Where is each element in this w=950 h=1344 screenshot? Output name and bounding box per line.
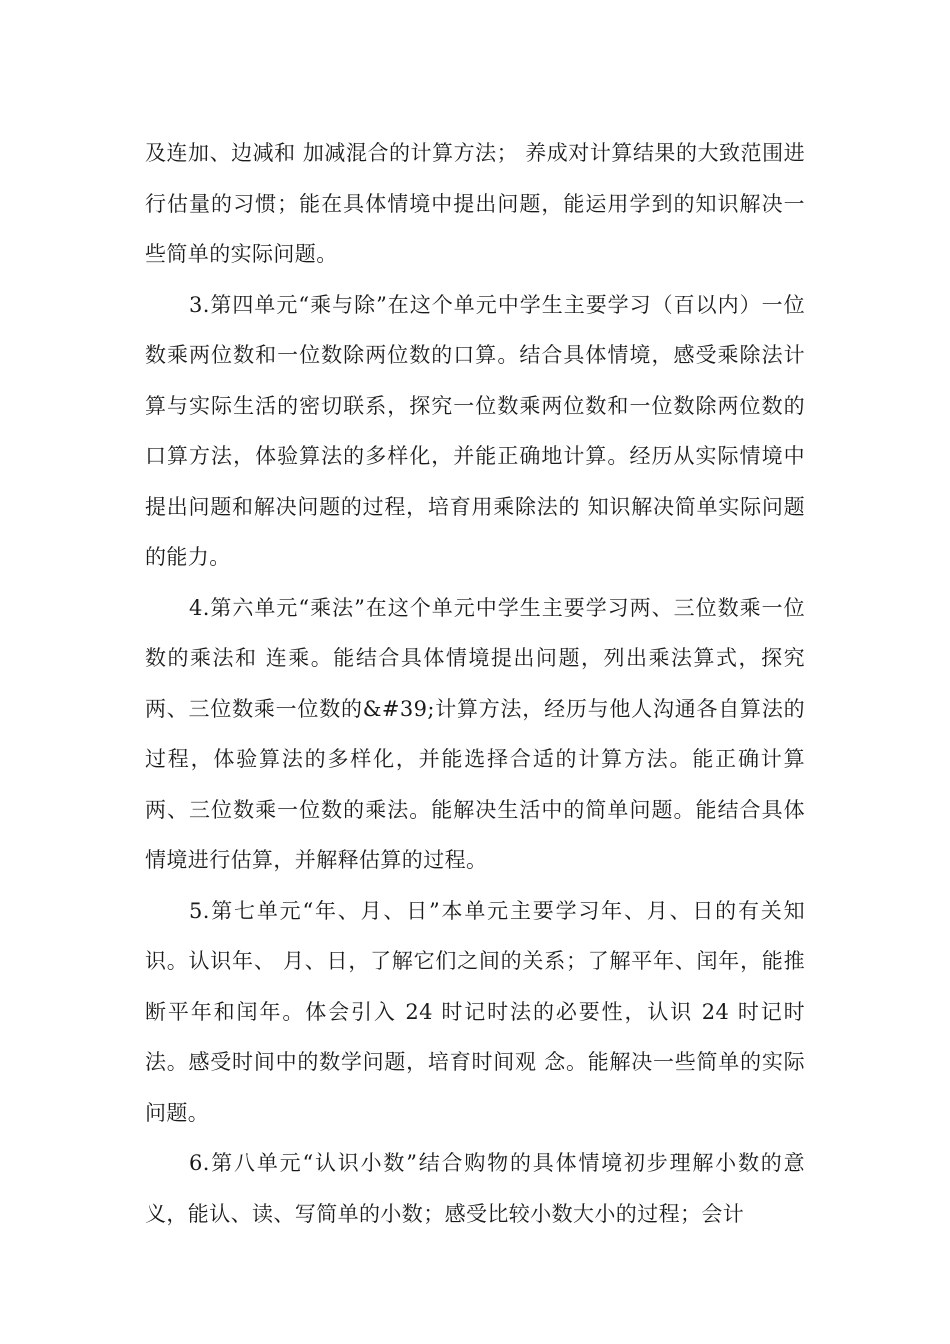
paragraph-continuation: 及连加、边减和 加减混合的计算方法； 养成对计算结果的大致范围进行估量的习惯；能在具体情境中提出问题，能运用学到的知识解决一些简单的实际问题。	[145, 141, 805, 266]
paragraph-unit-6: 4.第六单元“乘法”在这个单元中学生主要学习两、三位数乘一位数的乘法和 连乘。能结合具体情境提出问题，列出乘法算式，探究两、三位数乘一位数的&#39;计算方法，经历与他人沟通各自算法的过程，体验算法的多样化，并能选择合适的计算方法。能正确计算两、三位数乘一位数的乘法。能解决生活中的简单问题。能结合具体情境进行估算，并解释估算的过程。	[145, 595, 805, 872]
paragraph-unit-7: 5.第七单元“年、月、日”本单元主要学习年、月、日的有关知识。认识年、 月、日，了解它们之间的关系；了解平年、闰年，能推断平年和闰年。体会引入 24 时记时法的必要性，认识 24 时记时法。感受时间中的数学问题，培育时间观 念。能解决一些简单的实际问题。	[145, 898, 805, 1125]
paragraph-unit-8: 6.第八单元“认识小数”结合购物的具体情境初步理解小数的意义，能认、读、写简单的小数；感受比较小数大小的过程；会计	[145, 1151, 805, 1226]
paragraph-unit-4: 3.第四单元“乘与除”在这个单元中学生主要学习（百以内）一位数乘两位数和一位数除两位数的口算。结合具体情境，感受乘除法计算与实际生活的密切联系，探究一位数乘两位数和一位数除两位数的口算方法，体验算法的多样化，并能正确地计算。经历从实际情境中提出问题和解决问题的过程，培育用乘除法的 知识解决简单实际问题的能力。	[145, 292, 805, 569]
document-page	[145, 128, 805, 1239]
